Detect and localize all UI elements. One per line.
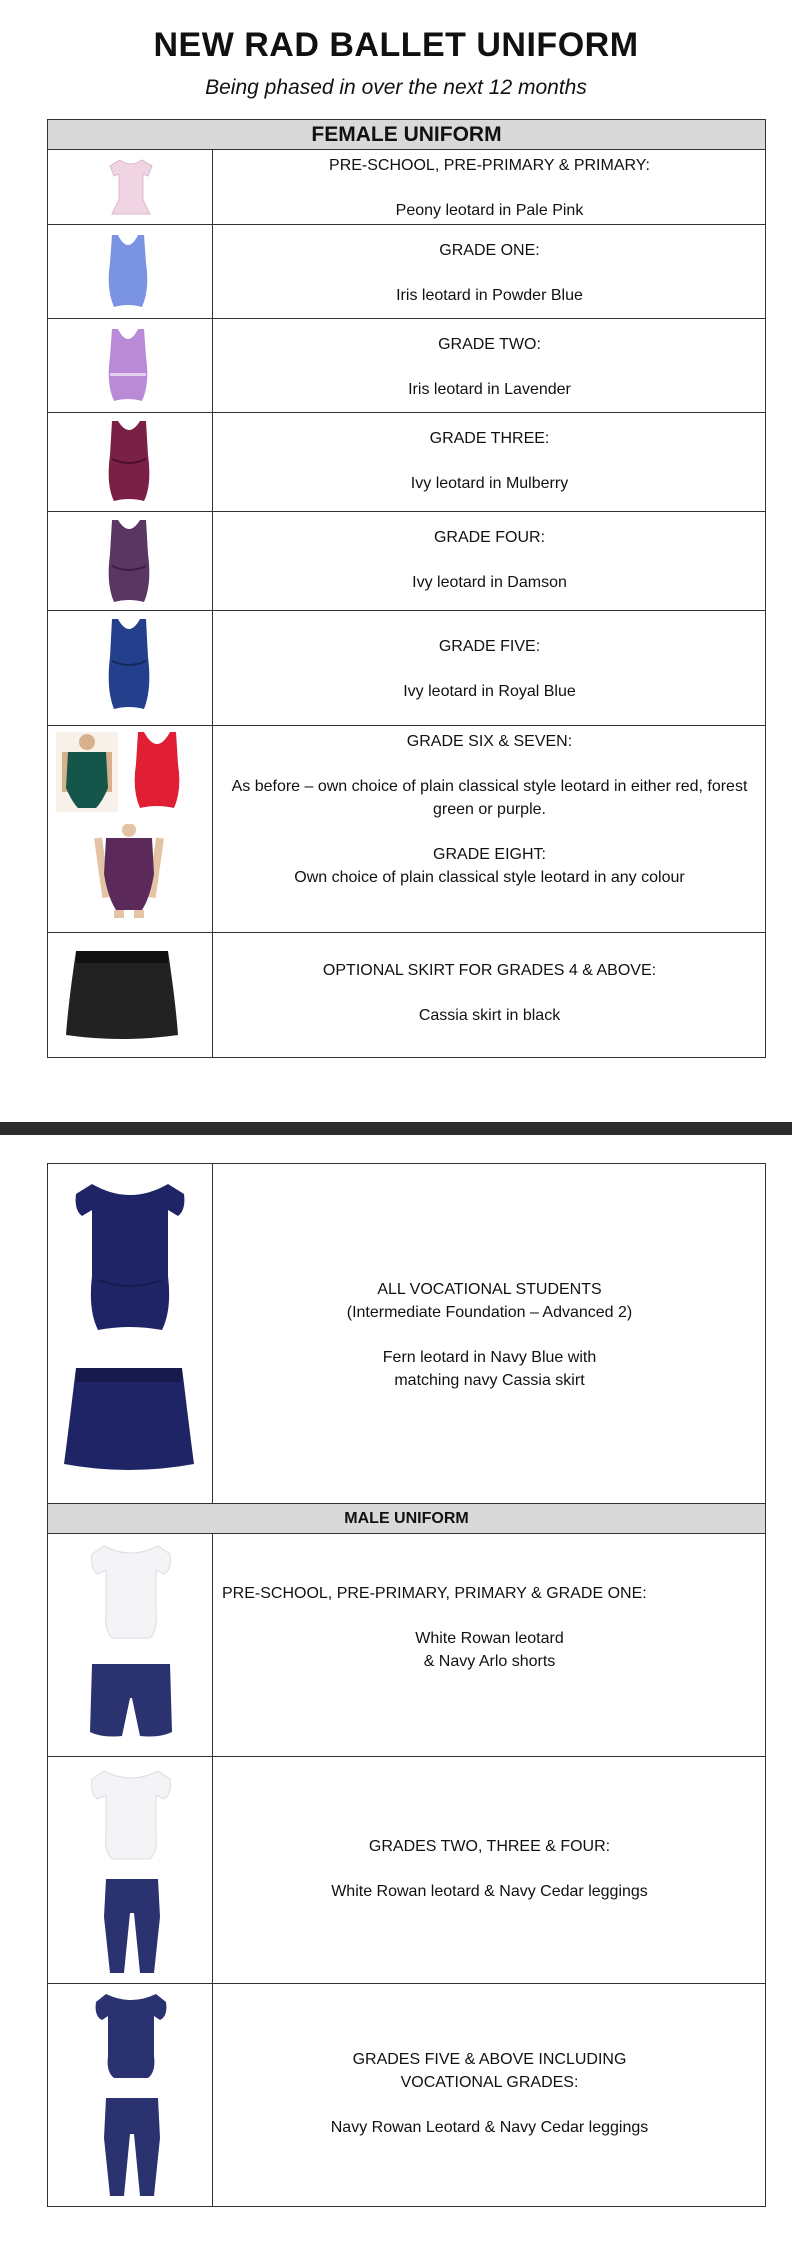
row-detail: Iris leotard in Powder Blue	[396, 287, 583, 304]
page-subtitle: Being phased in over the next 12 months	[205, 76, 587, 99]
row-heading-1: GRADES FIVE & ABOVE INCLUDING	[352, 2051, 627, 2068]
image-cell	[48, 1984, 213, 2206]
vocational-detail-2: matching navy Cassia skirt	[394, 1372, 585, 1389]
vocational-line-1: ALL VOCATIONAL STUDENTS	[377, 1281, 602, 1298]
female-uniform-header: FEMALE UNIFORM	[48, 120, 765, 150]
male-uniform-header: MALE UNIFORM	[48, 1504, 765, 1534]
white-rowan-leotard-icon	[90, 1767, 172, 1863]
fern-leotard-icon	[72, 1180, 188, 1340]
section-divider	[0, 1122, 792, 1135]
white-rowan-leotard-icon	[90, 1542, 172, 1642]
row-heading: GRADE TWO:	[438, 336, 541, 353]
table-row	[48, 933, 765, 1057]
ivy-leotard-icon	[104, 419, 154, 505]
iris-leotard-icon	[100, 233, 156, 311]
peony-leotard-icon	[106, 156, 156, 218]
image-cell	[48, 225, 213, 318]
navy-cedar-leggings-icon	[102, 2096, 162, 2200]
row-detail: Ivy leotard in Royal Blue	[403, 683, 576, 700]
row-detail: Navy Rowan Leotard & Navy Cedar leggings	[330, 2119, 649, 2136]
row-detail: Ivy leotard in Damson	[412, 574, 567, 591]
row-detail: As before – own choice of plain classical style leotard in either red, forest green or purple.	[231, 778, 748, 818]
navy-arlo-shorts-icon	[88, 1662, 174, 1742]
table-row	[48, 225, 765, 319]
female-uniform-table	[47, 119, 766, 1058]
row-heading-2: GRADE EIGHT:	[433, 846, 546, 863]
table-row	[48, 150, 765, 225]
row-detail: Cassia skirt in black	[418, 1007, 561, 1024]
image-cell	[48, 1757, 213, 1983]
ivy-leotard-icon	[104, 617, 154, 713]
navy-rowan-leotard-icon	[94, 1990, 168, 2082]
table-row	[48, 1534, 765, 1757]
ivy-leotard-icon	[104, 518, 154, 606]
row-heading: GRADE THREE:	[429, 430, 550, 447]
cassia-skirt-icon	[66, 947, 178, 1043]
navy-cassia-skirt-icon	[64, 1364, 194, 1476]
row-detail-1: White Rowan leotard	[415, 1630, 564, 1647]
row-detail: White Rowan leotard & Navy Cedar leggings	[331, 1883, 648, 1900]
row-heading: GRADES TWO, THREE & FOUR:	[368, 1838, 611, 1855]
green-leotard-icon	[56, 732, 118, 812]
row-detail-2: Own choice of plain classical style leotard in any colour	[294, 869, 685, 886]
image-cell	[48, 413, 213, 511]
vocational-line-2: (Intermediate Foundation – Advanced 2)	[346, 1304, 633, 1321]
table-row	[48, 611, 765, 726]
table-row	[48, 1757, 765, 1984]
table-row	[48, 413, 765, 512]
row-detail: Peony leotard in Pale Pink	[395, 202, 584, 219]
row-heading: GRADE FOUR:	[433, 529, 546, 546]
table-row	[48, 319, 765, 413]
page-title: NEW RAD BALLET UNIFORM	[153, 26, 639, 64]
purple-leotard-icon	[88, 824, 170, 918]
image-cell	[48, 1164, 213, 1503]
iris-leotard-icon	[102, 327, 154, 405]
navy-cedar-leggings-icon	[102, 1877, 162, 1977]
table-row	[48, 1984, 765, 2206]
table-row	[48, 1164, 765, 1504]
row-heading: GRADE ONE:	[439, 242, 540, 259]
image-cell	[48, 150, 213, 224]
red-leotard-icon	[128, 730, 186, 812]
row-heading: PRE-SCHOOL, PRE-PRIMARY & PRIMARY:	[329, 157, 650, 174]
image-cell	[48, 611, 213, 725]
vocational-and-male-table	[47, 1163, 766, 2207]
table-row	[48, 512, 765, 611]
row-heading: OPTIONAL SKIRT FOR GRADES 4 & ABOVE:	[322, 962, 657, 979]
image-cell	[48, 512, 213, 610]
row-detail-2: & Navy Arlo shorts	[423, 1653, 556, 1670]
row-heading-2: VOCATIONAL GRADES:	[400, 2074, 579, 2091]
image-cell	[48, 933, 213, 1057]
image-cell	[48, 319, 213, 412]
row-heading: GRADE FIVE:	[438, 638, 541, 655]
image-cell	[48, 1534, 213, 1756]
row-detail: Iris leotard in Lavender	[408, 381, 571, 398]
row-detail: Ivy leotard in Mulberry	[410, 475, 569, 492]
vocational-detail-1: Fern leotard in Navy Blue with	[382, 1349, 597, 1366]
row-heading: GRADE SIX & SEVEN:	[406, 733, 573, 750]
table-row	[48, 726, 765, 933]
row-heading: PRE-SCHOOL, PRE-PRIMARY, PRIMARY & GRADE ONE:	[222, 1585, 647, 1602]
image-cell	[48, 726, 213, 932]
